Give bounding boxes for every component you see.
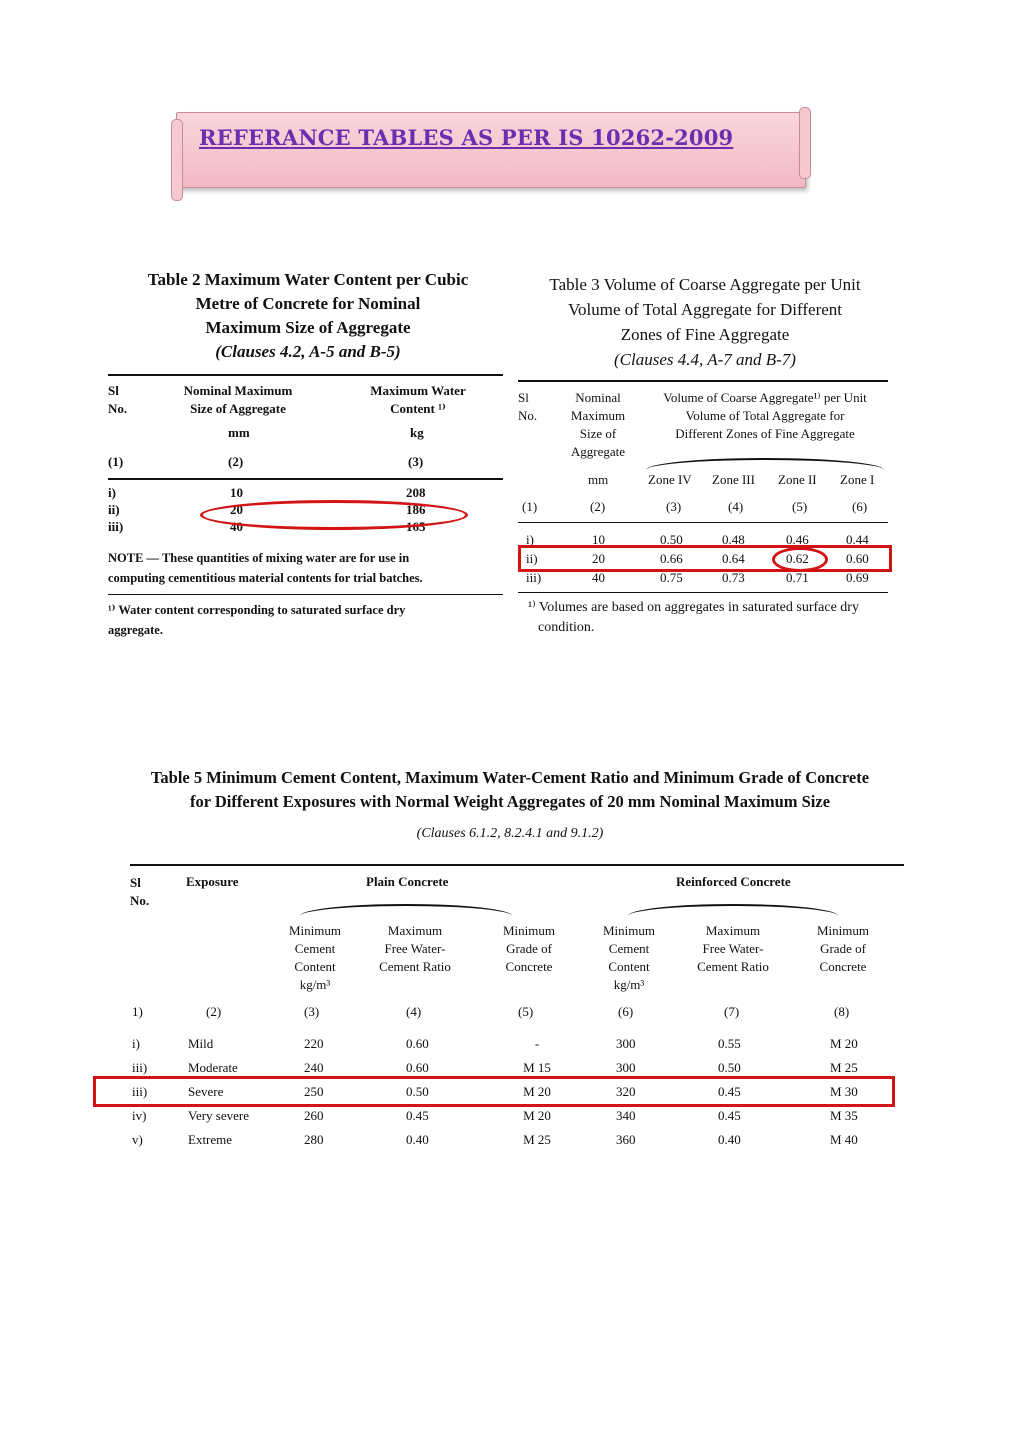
table3-brace [646, 458, 884, 470]
banner-title: REFERANCE TABLES AS PER IS 10262-2009 [199, 125, 734, 150]
hdr-text: Cement [608, 941, 650, 956]
table5-brace-reinforced [628, 904, 838, 916]
table3-hdr-group [642, 389, 888, 443]
cell-text: iv) [132, 1108, 147, 1123]
table2-title-line: Maximum Size of Aggregate [205, 318, 411, 337]
table5-sub-hdr-5 [494, 922, 564, 976]
table2-title-line: Table 2 Maximum Water Content per Cubic [147, 270, 469, 289]
table5-num-8: (8) [834, 1004, 850, 1019]
cell-text: 0.64 [722, 551, 745, 566]
cell-text: 300 [616, 1036, 636, 1051]
cell-text: 40 [230, 519, 243, 534]
table5-sub-hdr-3 [280, 922, 350, 994]
cell-text: i) [526, 532, 534, 547]
table3-zone-1: Zone I [840, 472, 875, 487]
cell-text: - [534, 1036, 540, 1051]
hdr-text: Free Water- [384, 941, 446, 956]
cell-text: 0.45 [718, 1084, 741, 1099]
table5-num-3: (3) [304, 1004, 320, 1019]
cell-text: Mild [188, 1036, 214, 1051]
hdr-text: Nominal Maximum [183, 383, 293, 398]
table5-title [100, 766, 920, 814]
cell-text: Extreme [188, 1132, 233, 1147]
cell-text: M 40 [830, 1132, 858, 1147]
cell-text: 340 [616, 1108, 636, 1123]
table2-note [108, 548, 508, 588]
cell-text: 240 [304, 1060, 324, 1075]
table3-hdr-sl [518, 389, 548, 425]
table3-zone-3: Zone III [712, 472, 755, 487]
table5-sub-hdr-4 [370, 922, 460, 976]
highlight-oval-table3 [772, 547, 828, 572]
hdr-text: No. [518, 408, 538, 423]
table3-hdr-size [558, 389, 638, 461]
table3 [518, 272, 892, 652]
table5-num-6: (6) [618, 1004, 634, 1019]
cell-text: i) [132, 1036, 140, 1051]
table2-num-1: (1) [108, 454, 124, 469]
table2-num-3: (3) [408, 454, 424, 469]
hdr-text: Aggregate [570, 444, 626, 459]
note-line: computing cementitious material contents for trial batches. [108, 571, 423, 585]
hdr-text: Grade of [506, 941, 552, 956]
cell-text: 0.50 [718, 1060, 741, 1075]
cell-text: 0.69 [846, 570, 869, 585]
cell-text: M 20 [830, 1036, 858, 1051]
cell-text: iii) [526, 570, 542, 585]
cell-text: 0.60 [406, 1060, 429, 1075]
table2-header-rule [108, 478, 503, 480]
table3-footnote [528, 598, 892, 638]
cell-text: 0.60 [846, 551, 869, 566]
cell-text: M 20 [523, 1084, 551, 1099]
cell-text: 165 [406, 519, 426, 534]
cell-text: M 30 [830, 1084, 858, 1099]
cell-text: 0.60 [406, 1036, 429, 1051]
hdr-text: Grade of [820, 941, 866, 956]
hdr-text: No. [108, 401, 128, 416]
table5-sub-hdr-8 [808, 922, 878, 976]
table3-title-line: (Clauses 4.4, A-7 and B-7) [614, 350, 796, 369]
table3-zone-4: Zone IV [648, 472, 692, 487]
cell-text: 0.45 [406, 1108, 429, 1123]
cell-text: 10 [230, 485, 243, 500]
hdr-text: Cement [294, 941, 336, 956]
scroll-curl-right [799, 107, 811, 179]
table5-num-5: (5) [518, 1004, 534, 1019]
table2-row-sl [108, 484, 123, 535]
cell-text: 360 [616, 1132, 636, 1147]
cell-text: 208 [406, 485, 426, 500]
cell-text: 0.50 [406, 1084, 429, 1099]
table3-header-rule [518, 522, 888, 523]
hdr-text: Sl [130, 875, 141, 890]
table5-num-1: 1) [132, 1004, 143, 1019]
cell-text: 260 [304, 1108, 324, 1123]
highlight-rect-table5 [93, 1076, 895, 1107]
highlight-oval-table2 [200, 500, 468, 530]
table3-top-rule [518, 380, 888, 382]
cell-text: 40 [592, 570, 605, 585]
table3-num-2: (2) [590, 499, 606, 514]
hdr-text: kg/m³ [613, 977, 645, 992]
cell-text: 0.46 [786, 532, 809, 547]
table3-num-3: (3) [666, 499, 682, 514]
cell-text: 300 [616, 1060, 636, 1075]
table3-title [518, 272, 892, 372]
cell-text: 220 [304, 1036, 324, 1051]
hdr-text: Minimum [816, 923, 869, 938]
cell-text: M 20 [523, 1108, 551, 1123]
cell-text: 0.50 [660, 532, 683, 547]
table2-top-rule [108, 374, 503, 376]
table5-num-2: (2) [206, 1004, 222, 1019]
cell-text: 250 [304, 1084, 324, 1099]
table5-hdr-exposure: Exposure [186, 874, 239, 889]
footnote-line: ¹⁾ Water content corresponding to saturated surface dry [108, 603, 406, 617]
cell-text: M 15 [523, 1060, 551, 1075]
cell-text: 0.62 [786, 551, 809, 566]
table2-num-2: (2) [228, 454, 244, 469]
cell-text: v) [132, 1132, 143, 1147]
hdr-text: Minimum [602, 923, 655, 938]
table3-num-1: (1) [522, 499, 538, 514]
cell-text: 0.73 [722, 570, 745, 585]
cell-text: 0.44 [846, 532, 869, 547]
table5-hdr-sl [130, 874, 160, 910]
hdr-text: Content [608, 959, 650, 974]
hdr-text: Minimum [288, 923, 341, 938]
table3-num-5: (5) [792, 499, 808, 514]
table5-title-line: for Different Exposures with Normal Weight Aggregates of 20 mm Nominal Maximum Size [189, 792, 831, 811]
table2-hdr-size [158, 382, 318, 418]
table2-title [108, 268, 508, 364]
table5-num-4: (4) [406, 1004, 422, 1019]
hdr-text: Volume of Coarse Aggregate¹⁾ per Unit [663, 390, 867, 405]
hdr-text: Content ¹⁾ [390, 401, 446, 416]
table3-num-6: (6) [852, 499, 868, 514]
cell-text: 0.45 [718, 1108, 741, 1123]
cell-text: Severe [188, 1084, 224, 1099]
hdr-text: Volume of Total Aggregate for [685, 408, 845, 423]
hdr-text: Content [294, 959, 336, 974]
hdr-text: Nominal [575, 390, 621, 405]
table5-title-line: Table 5 Minimum Cement Content, Maximum Water-Cement Ratio and Minimum Grade of Concrete [150, 768, 870, 787]
table5-num-7: (7) [724, 1004, 740, 1019]
hdr-text: Cement Ratio [379, 959, 451, 974]
table2 [108, 268, 508, 648]
title-banner [176, 112, 806, 188]
table3-num-4: (4) [728, 499, 744, 514]
cell-text: Moderate [188, 1060, 238, 1075]
footnote-line: ¹⁾ Volumes are based on aggregates in saturated surface dry [528, 600, 859, 615]
table5-sub-hdr-7 [688, 922, 778, 976]
table2-unit-kg: kg [410, 425, 424, 440]
note-line: NOTE — These quantities of mixing water are for use in [108, 551, 410, 565]
hdr-text: Concrete [819, 959, 867, 974]
hdr-text: Sl [518, 390, 529, 405]
cell-text: M 25 [523, 1132, 551, 1147]
hdr-text: Maximum Water [370, 383, 466, 398]
table2-title-line: (Clauses 4.2, A-5 and B-5) [215, 342, 401, 361]
table3-title-line: Table 3 Volume of Coarse Aggregate per Unit [549, 275, 861, 294]
table2-hdr-water [338, 382, 498, 418]
cell-text: M 35 [830, 1108, 858, 1123]
hdr-text: Different Zones of Fine Aggregate [675, 426, 855, 441]
table3-title-line: Volume of Total Aggregate for Different [567, 300, 843, 319]
cell-text: 0.40 [718, 1132, 741, 1147]
scroll-curl-left [171, 119, 183, 201]
table2-title-line: Metre of Concrete for Nominal [195, 294, 421, 313]
hdr-text: Size of Aggregate [190, 401, 286, 416]
hdr-text: Maximum [387, 923, 443, 938]
cell-text: 20 [230, 502, 243, 517]
table5-top-rule [130, 864, 904, 866]
cell-text: 0.40 [406, 1132, 429, 1147]
cell-text: iii) [108, 519, 124, 534]
table5-hdr-reinforced: Reinforced Concrete [676, 874, 791, 889]
highlight-rect-table3 [518, 545, 892, 572]
table2-unit-mm: mm [228, 425, 250, 440]
cell-text: M 25 [830, 1060, 858, 1075]
hdr-text: Concrete [505, 959, 553, 974]
table5-clauses: (Clauses 6.1.2, 8.2.4.1 and 9.1.2) [416, 826, 604, 841]
cell-text: iii) [132, 1084, 148, 1099]
cell-text: ii) [526, 551, 538, 566]
table2-footnote [108, 600, 508, 640]
cell-text: 320 [616, 1084, 636, 1099]
cell-text: 280 [304, 1132, 324, 1147]
hdr-text: Maximum [705, 923, 761, 938]
table2-hdr-sl [108, 382, 138, 418]
table3-unit-mm: mm [588, 472, 609, 487]
hdr-text: Maximum [570, 408, 626, 423]
table5-sub-hdr-6 [594, 922, 664, 994]
cell-text: iii) [132, 1060, 148, 1075]
hdr-text: kg/m³ [299, 977, 331, 992]
footnote-line: condition. [538, 620, 595, 635]
table2-bottom-rule [108, 594, 503, 595]
hdr-text: Size of [579, 426, 617, 441]
cell-text: i) [108, 485, 116, 500]
cell-text: 186 [406, 502, 426, 517]
table5-brace-plain [300, 904, 512, 916]
table3-title-line: Zones of Fine Aggregate [620, 325, 790, 344]
table5-hdr-plain: Plain Concrete [366, 874, 449, 889]
cell-text: 10 [592, 532, 605, 547]
cell-text: 20 [592, 551, 605, 566]
hdr-text: Sl [108, 383, 119, 398]
table3-zone-2: Zone II [778, 472, 817, 487]
cell-text: ii) [108, 502, 120, 517]
footnote-line: aggregate. [108, 623, 163, 637]
cell-text: 0.71 [786, 570, 809, 585]
cell-text: 0.55 [718, 1036, 741, 1051]
hdr-text: Cement Ratio [697, 959, 769, 974]
hdr-text: No. [130, 893, 150, 908]
hdr-text: Free Water- [702, 941, 764, 956]
hdr-text: Minimum [502, 923, 555, 938]
cell-text: 0.66 [660, 551, 683, 566]
cell-text: 0.48 [722, 532, 745, 547]
cell-text: 0.75 [660, 570, 683, 585]
table3-bottom-rule [518, 592, 888, 593]
cell-text: Very severe [188, 1108, 249, 1123]
